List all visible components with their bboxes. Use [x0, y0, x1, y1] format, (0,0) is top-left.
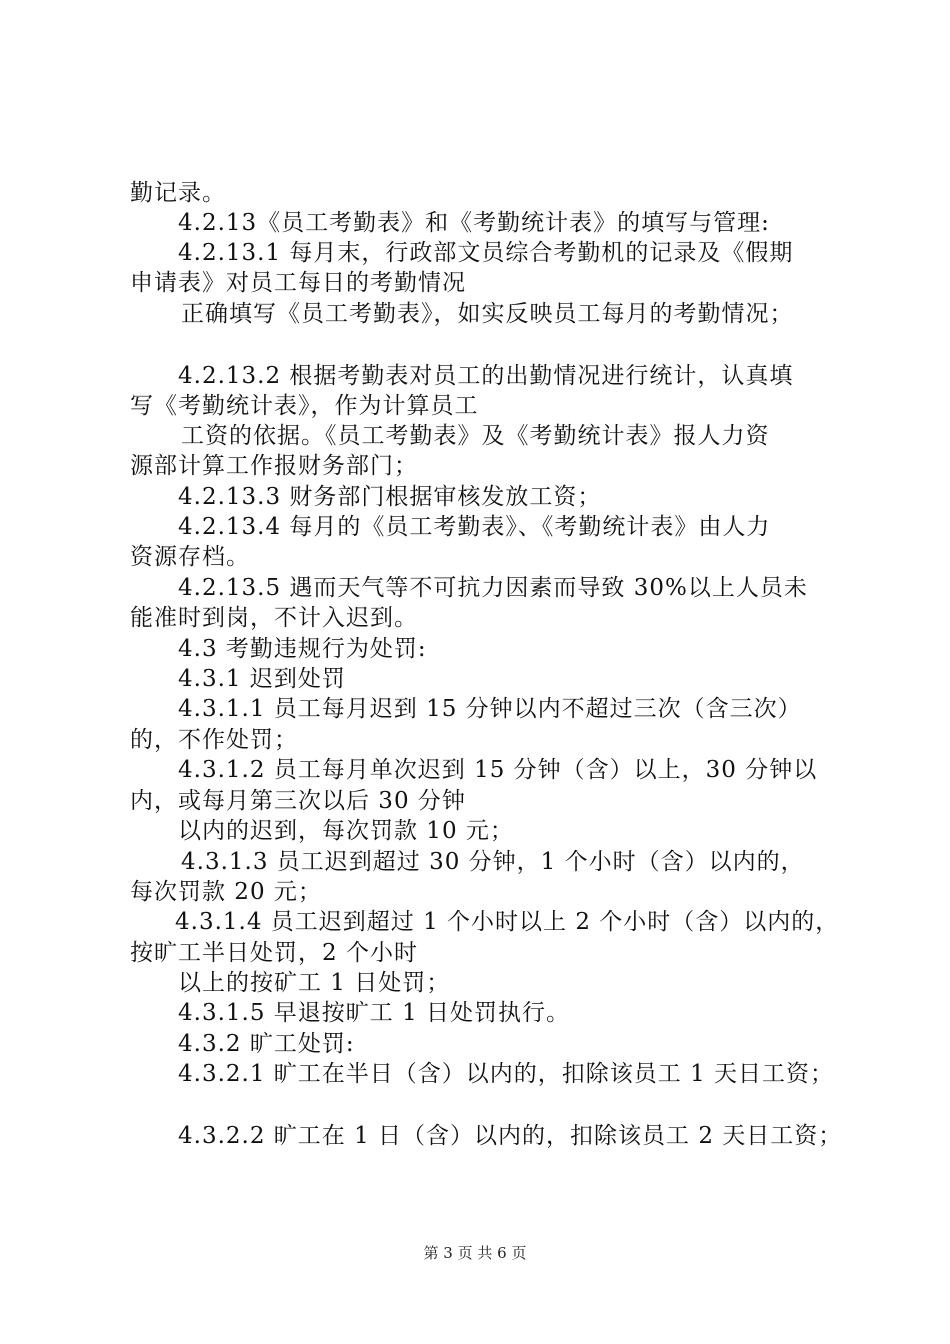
text-line: 4.3.1.5 早退按旷工 1 日处罚执行。 [178, 1000, 571, 1026]
text-line: 4.2.13.5 遇而天气等不可抗力因素而导致 30%以上人员未 [178, 575, 808, 601]
text-line: 勤记录。 [130, 180, 226, 206]
text-line: 申请表》对员工每日的考勤情况 [130, 270, 466, 296]
text-line: 4.2.13.3 财务部门根据审核发放工资； [178, 484, 602, 510]
text-line: 4.3.2.2 旷工在 1 日（含）以内的，扣除该员工 2 天日工资； [178, 1123, 843, 1149]
text-line: 4.2.13.2 根据考勤表对员工的出勤情况进行统计，认真填 [178, 363, 794, 389]
text-line: 工资的依据。《员工考勤表》及《考勤统计表》报人力资 [181, 423, 770, 449]
text-line: 能准时到岗，不计入迟到。 [130, 605, 418, 631]
text-line: 按旷工半日处罚，2 个小时 [130, 940, 418, 966]
text-line: 4.3.2 旷工处罚: [178, 1031, 355, 1057]
text-line: 4.3.1.3 员工迟到超过 30 分钟，1 个小时（含）以内的， [181, 849, 805, 875]
text-line: 内，或每月第三次以后 30 分钟 [130, 788, 466, 814]
text-line: 4.3.1.1 员工每月迟到 15 分钟以内不超过三次（含三次） [178, 696, 802, 722]
text-line: 4.3.1.2 员工每月单次迟到 15 分钟（含）以上，30 分钟以 [178, 757, 818, 783]
text-line: 4.2.13.4 每月的《员工考勤表》、《考勤统计表》由人力 [178, 514, 771, 540]
text-line: 的，不作处罚； [130, 727, 298, 753]
text-line: 以内的迟到，每次罚款 10 元； [178, 818, 514, 844]
text-line: 4.2.13《员工考勤表》和《考勤统计表》的填写与管理: [178, 210, 770, 236]
text-line: 4.3.2.1 旷工在半日（含）以内的，扣除该员工 1 天日工资； [178, 1061, 835, 1087]
text-line: 4.3 考勤违规行为处罚: [178, 636, 427, 662]
text-line: 源部计算工作报财务部门； [130, 453, 418, 479]
text-line: 以上的按矿工 1 日处罚； [178, 970, 451, 996]
text-line: 写《考勤统计表》，作为计算员工 [130, 393, 479, 419]
page-footer: 第 3 页 共 6 页 [423, 1244, 527, 1262]
text-line: 4.3.1.4 员工迟到超过 1 个小时以上 2 个小时（含）以内的， [175, 909, 840, 935]
text-line: 4.2.13.1 每月末，行政部文员综合考勤机的记录及《假期 [178, 240, 794, 266]
text-line: 正确填写《员工考勤表》，如实反映员工每月的考勤情况； [181, 301, 794, 327]
text-line: 每次罚款 20 元； [130, 879, 322, 905]
text-line: 4.3.1 迟到处罚 [178, 666, 346, 692]
text-line: 资源存档。 [130, 544, 250, 570]
